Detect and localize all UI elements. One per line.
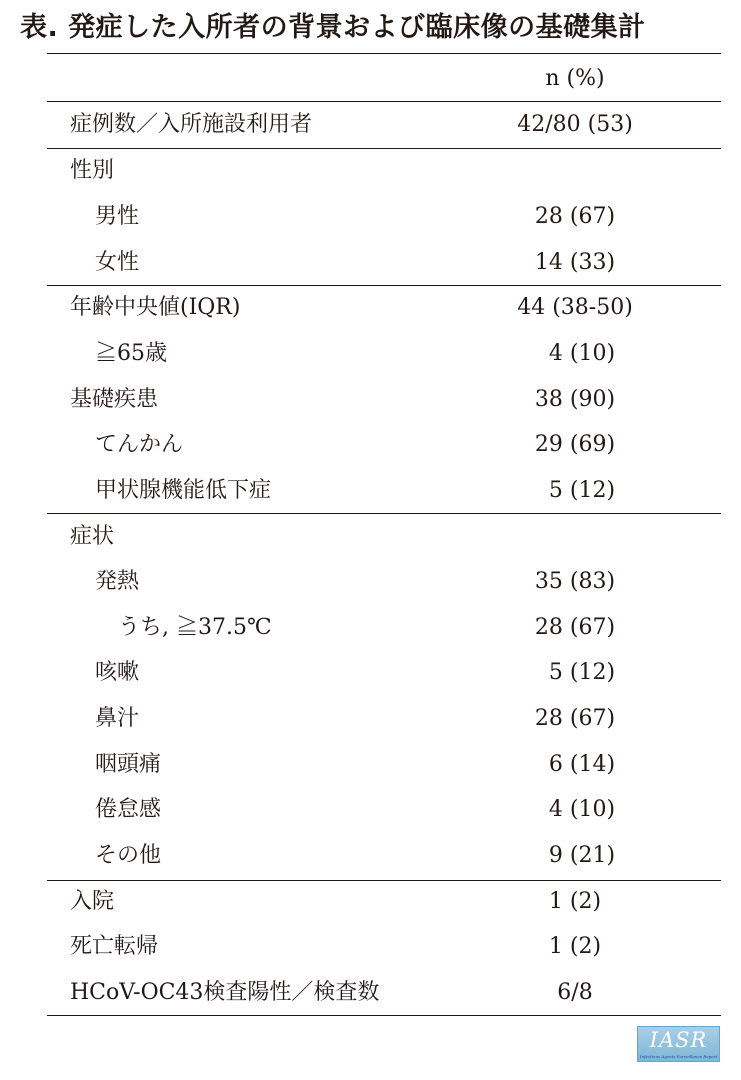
row-label: 咽頭痛 [95, 752, 162, 777]
row-label: その他 [95, 843, 162, 868]
row-label: 咳嗽 [95, 660, 140, 685]
column-header: n (%) [545, 66, 605, 91]
table-title: 表. 発症した入所者の背景および臨床像の基礎集計 [20, 12, 646, 43]
row-value: 28 (67) [534, 615, 616, 640]
row-label: 発熱 [95, 569, 140, 594]
row-value: 28 (67) [534, 706, 616, 731]
logo-subtitle: Infectious Agents Surveillance Report [639, 1054, 718, 1059]
bottom-rule [47, 1015, 721, 1016]
logo-text: IASR [649, 1028, 708, 1052]
row-label: 死亡転帰 [70, 934, 159, 959]
row-value: 29 (69) [534, 432, 616, 457]
row-label: 女性 [95, 250, 140, 275]
row-label: 鼻汁 [95, 706, 140, 731]
row-value: 4 (10) [548, 341, 616, 366]
row-label: 入院 [70, 889, 115, 914]
header-rule [47, 101, 721, 102]
row-label: うち, ≧37.5℃ [118, 615, 272, 640]
section-rule [47, 880, 721, 881]
row-value: 6 (14) [548, 752, 616, 777]
row-value: 28 (67) [534, 204, 616, 229]
row-value: 42/80 (53) [517, 112, 633, 137]
row-label: 倦怠感 [95, 797, 162, 822]
row-value: 35 (83) [534, 569, 616, 594]
row-label: 症例数／入所施設利用者 [70, 112, 313, 137]
row-value: 6/8 [557, 980, 593, 1005]
section-rule [47, 148, 721, 149]
row-label: 基礎疾患 [70, 387, 159, 412]
row-value: 9 (21) [548, 843, 616, 868]
section-rule [47, 513, 721, 514]
row-label: 男性 [95, 204, 140, 229]
row-value: 4 (10) [548, 797, 616, 822]
row-label: 性別 [70, 158, 115, 183]
row-label: 症状 [70, 524, 115, 549]
row-label: 甲状腺機能低下症 [95, 478, 272, 503]
row-label: ≧65歳 [95, 341, 167, 366]
top-rule [47, 53, 721, 54]
row-label: 年齢中央値(IQR) [70, 295, 241, 320]
row-value: 38 (90) [534, 387, 616, 412]
row-label: HCoV-OC43検査陽性／検査数 [70, 980, 380, 1005]
row-value: 5 (12) [548, 478, 616, 503]
row-value: 1 (2) [548, 934, 602, 959]
iasr-logo [637, 1026, 720, 1062]
section-rule [47, 285, 721, 286]
row-value: 1 (2) [548, 889, 602, 914]
row-value: 5 (12) [548, 660, 616, 685]
row-value: 44 (38-50) [517, 295, 633, 320]
row-label: てんかん [95, 432, 184, 457]
row-value: 14 (33) [534, 250, 616, 275]
